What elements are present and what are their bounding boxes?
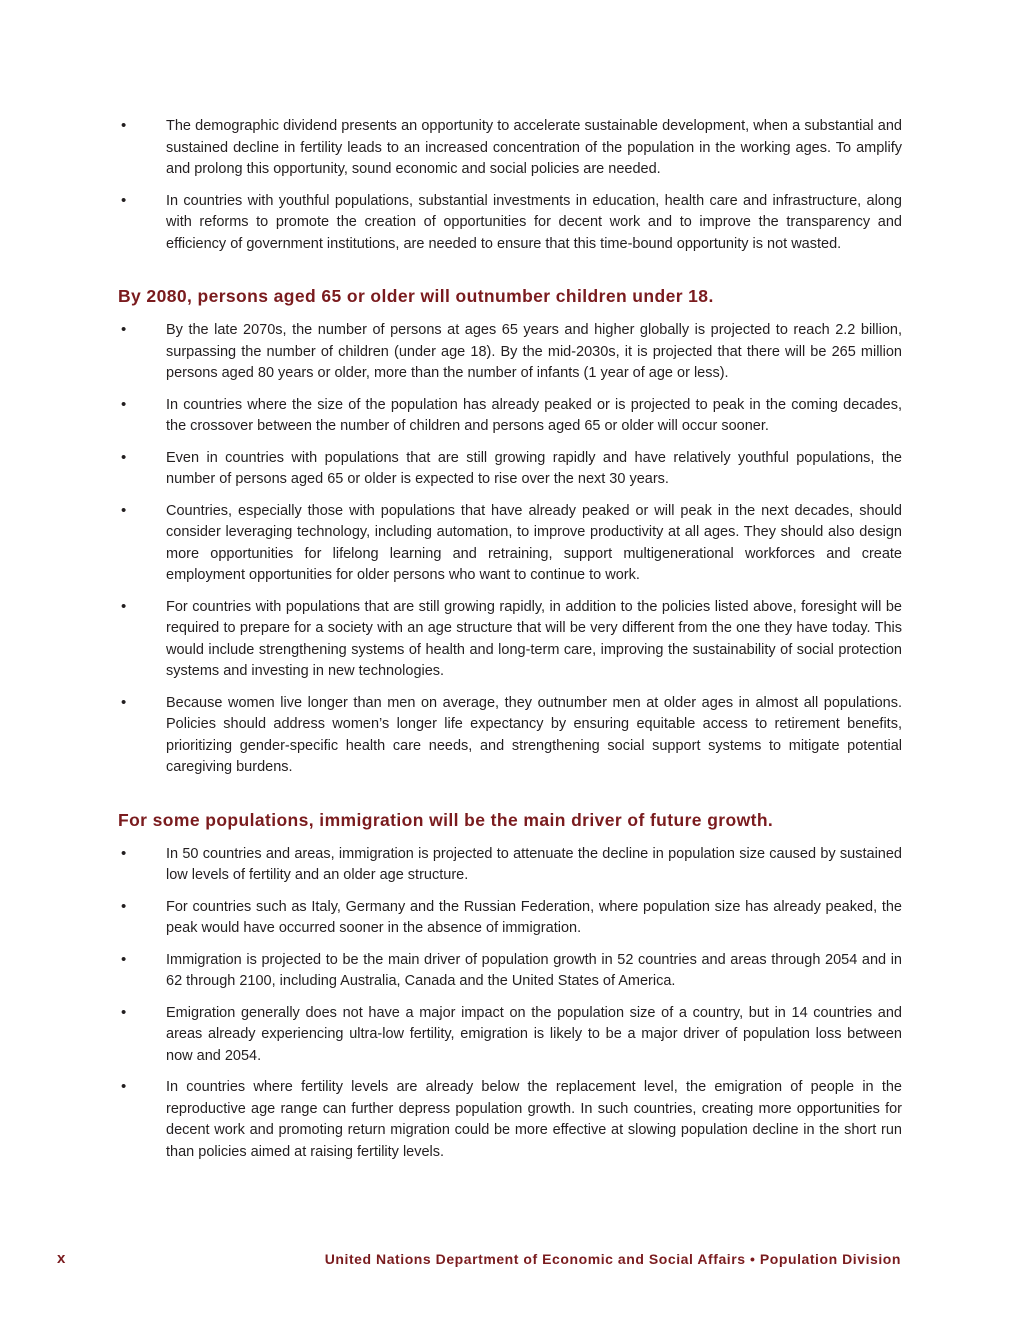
list-item [118,1077,902,1163]
bullet-icon: • [121,950,127,968]
list-item [118,448,902,491]
bullet-icon: • [121,321,127,338]
bullet-icon: • [121,191,127,209]
bullet-text: In countries where the size of the population has already peaked or is projected to peak in the coming decades, the crossover between the number of children and persons aged 65 or older will occur sooner. [166,396,902,434]
list-item [118,844,902,887]
bullet-icon: • [121,844,127,862]
bullet-text: Immigration is projected to be the main driver of population growth in 52 countries and areas through 2054 and in 62 through 2100, including Australia, Canada and the United States of America. [166,951,902,989]
list-item [118,693,902,779]
bullet-icon: • [121,501,127,519]
list-item [118,1003,902,1068]
list-item [118,191,902,256]
bullet-text: For countries such as Italy, Germany and the Russian Federation, where population size has already peaked, the peak would have occurred sooner in the absence of immigration. [166,898,902,936]
list-item [118,501,902,587]
bullet-text: Emigration generally does not have a major impact on the population size of a country, but in 14 countries and areas already experiencing ultra-low fertility, emigration is likely to be a major driver of population loss between now and 2054. [166,1004,902,1064]
page-content [118,116,902,1173]
list-item [118,395,902,438]
bullet-icon: • [121,1003,127,1021]
page-number: x [57,1250,66,1267]
bullet-text: Because women live longer than men on average, they outnumber men at older ages in almost all populations. Policies should address women’s longer life expectancy by ensuring equitable access to retirement benefits, prioritizing gender-specific health care needs, and strengthening social support systems to mitigate potential caregiving burdens. [166,694,902,775]
list-item [118,597,902,683]
section-heading-aged-65: By 2080, persons aged 65 or older will outnumber children under 18. [118,286,714,306]
list-item [118,320,902,385]
bullet-icon: • [121,1078,127,1095]
bullet-text: Countries, especially those with populations that have already peaked or will peak in the next decades, should consider leveraging technology, including automation, to improve productivity at all ages. They should also design more opportunities for lifelong learning and retraining, support multigenerational workforces and create employment opportunities for older persons who want to continue to work. [166,502,902,583]
bullet-text: In 50 countries and areas, immigration is projected to attenuate the decline in population size caused by sustained low levels of fertility and an older age structure. [166,845,902,883]
bullet-text: The demographic dividend presents an opportunity to accelerate sustainable development, when a substantial and sustained decline in fertility leads to an increased concentration of the population in the working ages. To amplify and prolong this opportunity, sound economic and social policies are needed. [166,118,902,177]
section-heading-immigration: For some populations, immigration will be the main driver of future growth. [118,809,774,830]
bullet-text: By the late 2070s, the number of persons at ages 65 years and higher globally is projected to reach 2.2 billion, surpassing the number of children (under age 18). By the mid-2030s, it is projected that there will be 265 million persons aged 80 years or older, more than the number of infants (1 year of age or less). [166,322,902,381]
footer-text: United Nations Department of Economic and Social Affairs • Population Division [324,1251,901,1267]
bullet-icon: • [121,448,127,466]
bullet-text: In countries where fertility levels are already below the replacement level, the emigration of people in the reproductive age range can further depress population growth. In such countries, creating more opportunities for decent work and promoting return migration could be more effective at slowing population decline in the short run than policies aimed at raising fertility levels. [166,1079,902,1160]
list-item [118,116,902,181]
bullet-text: Even in countries with populations that are still growing rapidly and have relatively youthful populations, the number of persons aged 65 or older is expected to rise over the next 30 years. [166,449,902,487]
bullet-icon: • [121,693,127,711]
list-item [118,897,902,940]
page-footer [0,1250,1020,1274]
bullet-text: In countries with youthful populations, substantial investments in education, health care and infrastructure, along with reforms to promote the creation of opportunities for decent work and to improve the transparency and efficiency of government institutions, are needed to ensure that this time-bound opportunity is not wasted. [166,192,902,252]
bullet-icon: • [121,597,127,615]
bullet-icon: • [121,117,127,134]
bullet-icon: • [121,897,127,915]
bullet-text: For countries with populations that are still growing rapidly, in addition to the policies listed above, foresight will be required to prepare for a society with an age structure that will be very different from the one they have today. This would include strengthening systems of health and long-term care, improving the sustainability of social protection systems and investing in new technologies. [166,598,902,679]
bullet-icon: • [121,395,127,413]
list-item [118,950,902,993]
